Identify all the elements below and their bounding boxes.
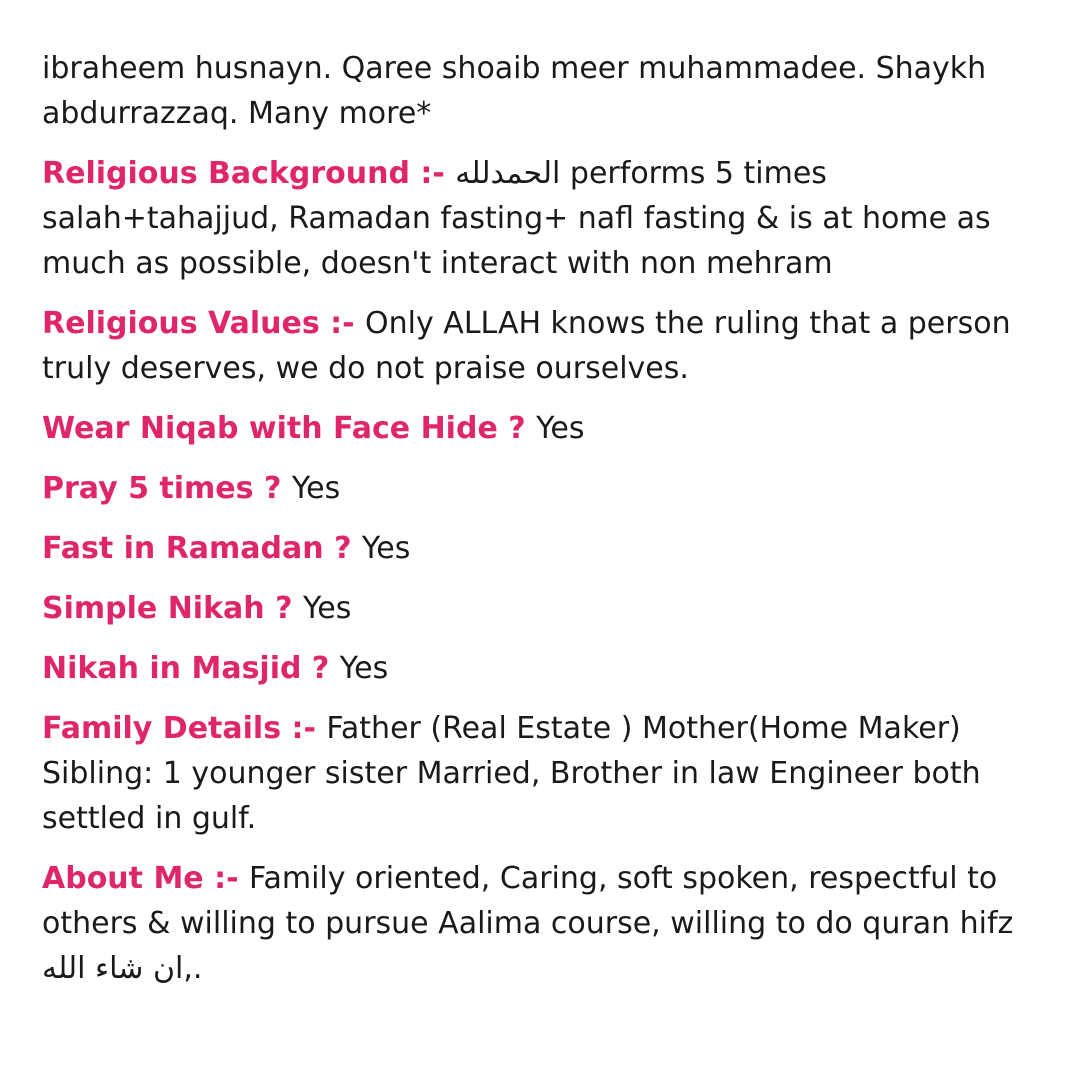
- nikah-masjid-label: Nikah in Masjid ?: [42, 651, 340, 686]
- niqab-label: Wear Niqab with Face Hide ?: [42, 411, 537, 446]
- religious-background-label: Religious Background :-: [42, 156, 456, 191]
- fast-value: Yes: [361, 531, 411, 566]
- about-me-arabic: ان شاء الله: [42, 951, 184, 986]
- profile-content: [42, 46, 1042, 1006]
- nikah-masjid-paragraph: [42, 646, 1042, 691]
- pray-label: Pray 5 times ?: [42, 471, 292, 506]
- simple-nikah-label: Simple Nikah ?: [42, 591, 303, 626]
- about-me-text: Family oriented, Caring, soft spoken, respectful to others & willing to pursue Aalima course, willing to do quran hifz: [42, 861, 1014, 941]
- niqab-paragraph: [42, 406, 1042, 451]
- religious-background-text: performs 5 times salah+tahajjud, Ramadan fasting+ nafl fasting & is at home as much as possible, doesn't interact with non mehram: [42, 156, 991, 281]
- intro-paragraph: [42, 46, 1042, 136]
- religious-values-paragraph: [42, 301, 1042, 391]
- fast-label: Fast in Ramadan ?: [42, 531, 362, 566]
- about-me-label: About Me :-: [42, 861, 249, 896]
- about-me-paragraph: [42, 856, 1042, 991]
- about-me-tail: ,.: [183, 951, 203, 986]
- religious-values-text: Only ALLAH knows the ruling that a person truly deserves, we do not praise ourselves.: [42, 306, 1011, 386]
- family-details-label: Family Details :-: [42, 711, 327, 746]
- religious-background-paragraph: [42, 151, 1042, 286]
- religious-background-arabic: الحمدلله: [455, 156, 561, 191]
- pray-paragraph: [42, 466, 1042, 511]
- intro-text: ibraheem husnayn. Qaree shoaib meer muhammadee. Shaykh abdurrazzaq. Many more*: [42, 51, 987, 131]
- fast-paragraph: [42, 526, 1042, 571]
- niqab-value: Yes: [536, 411, 585, 446]
- simple-nikah-paragraph: [42, 586, 1042, 631]
- religious-values-label: Religious Values :-: [42, 306, 366, 341]
- nikah-masjid-value: Yes: [339, 651, 389, 686]
- simple-nikah-value: Yes: [302, 591, 352, 626]
- pray-value: Yes: [291, 471, 341, 506]
- family-details-text: Father (Real Estate ) Mother(Home Maker) Sibling: 1 younger sister Married, Brother in law Engineer both settled in gulf.: [42, 711, 981, 836]
- family-details-paragraph: [42, 706, 1042, 841]
